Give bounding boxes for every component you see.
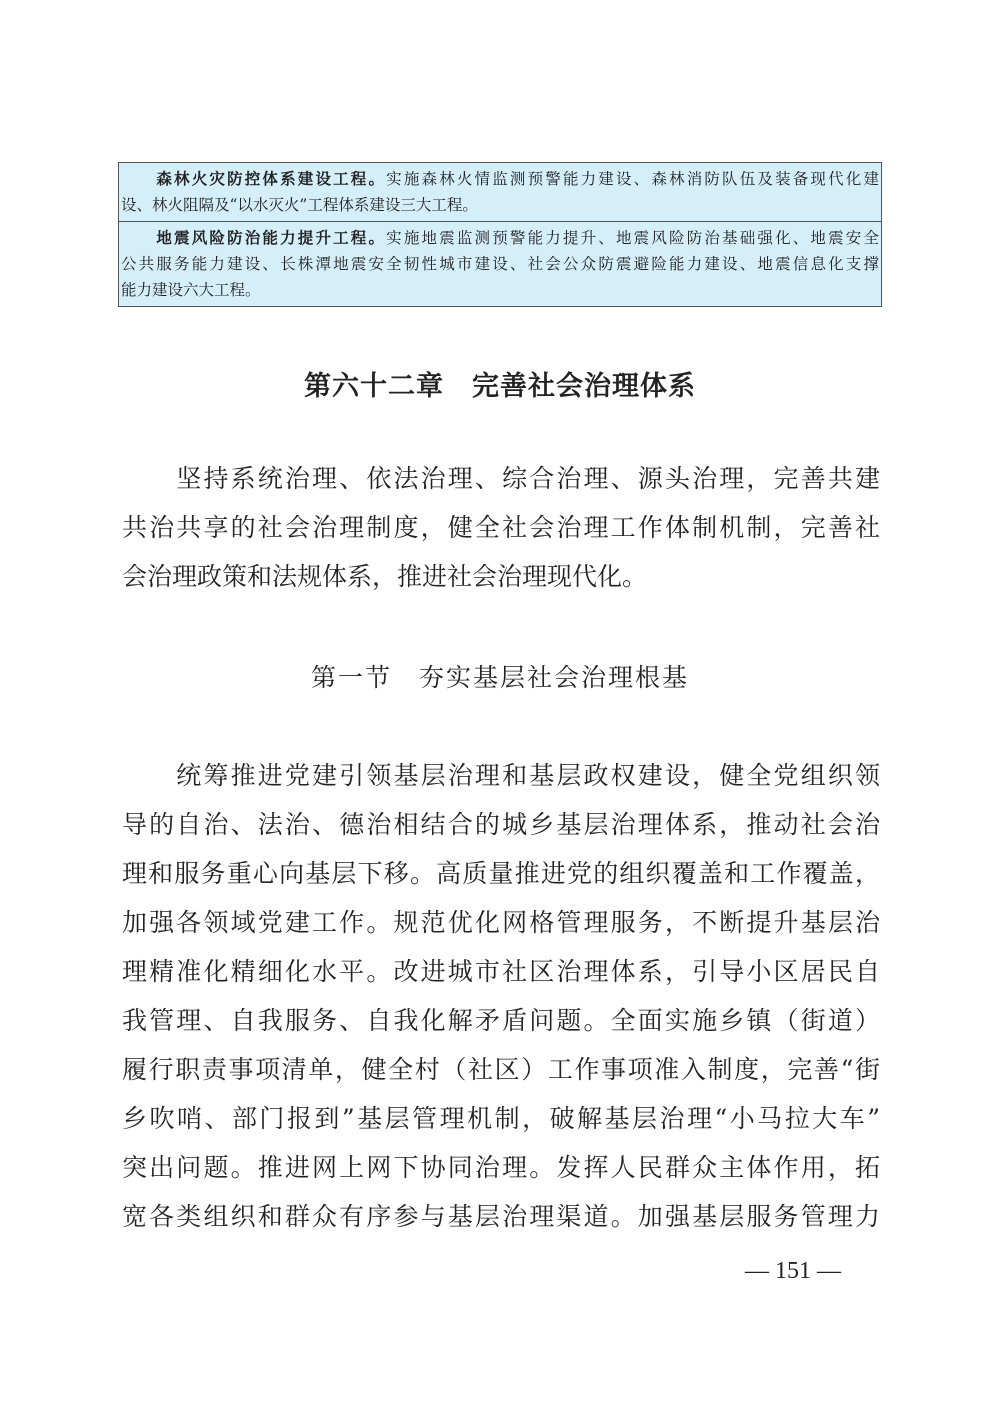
section-paragraph xyxy=(122,751,880,1241)
text-line: 共治共享的社会治理制度，健全社会治理工作体制机制，完善社 xyxy=(122,513,880,542)
chapter-title: 第六十二章 完善社会治理体系 xyxy=(304,371,696,402)
box-row-earthquake xyxy=(119,221,881,306)
page-number: — 151 — xyxy=(745,1258,841,1284)
text-line: 理精准化精细化水平。改进城市社区治理体系，引导小区居民自 xyxy=(122,957,880,986)
row-text: 实施地震监测预警能力提升、地震风险防治基础强化、地震安全 xyxy=(386,229,879,247)
row-text: 公共服务能力建设、长株潭地震安全韧性城市建设、社会公众防震避险能力建设、地震信息化支撑 xyxy=(121,255,879,273)
row-text: 实施森林火情监测预警能力建设、森林消防队伍及装备现代化建 xyxy=(386,170,879,188)
engineering-projects-box xyxy=(118,162,882,307)
text-line: 统筹推进党建引领基层治理和基层政权建设，健全党组织领 xyxy=(122,761,880,790)
intro-paragraph xyxy=(122,454,880,601)
text-line: 坚持系统治理、依法治理、综合治理、源头治理，完善共建 xyxy=(122,464,880,493)
text-line: 宽各类组织和群众有序参与基层治理渠道。加强基层服务管理力 xyxy=(122,1202,880,1231)
box-row-forest-fire xyxy=(119,163,881,221)
row-title: 地震风险防治能力提升工程。 xyxy=(156,228,387,247)
text-line: 导的自治、法治、德治相结合的城乡基层治理体系，推动社会治 xyxy=(122,810,880,839)
text-line: 突出问题。推进网上网下协同治理。发挥人民群众主体作用，拓 xyxy=(122,1153,880,1182)
row-text: 能力建设六大工程。 xyxy=(121,281,261,299)
text-line: 加强各领域党建工作。规范优化网格管理服务，不断提升基层治 xyxy=(122,908,880,937)
text-line: 我管理、自我服务、自我化解矛盾问题。全面实施乡镇（街道） xyxy=(122,1006,880,1035)
row-text: 设、林火阻隔及“以水灭火”工程体系建设三大工程。 xyxy=(121,196,478,214)
text-line: 会治理政策和法规体系，推进社会治理现代化。 xyxy=(122,562,648,591)
row-title: 森林火灾防控体系建设工程。 xyxy=(156,169,387,188)
text-line: 乡吹哨、部门报到”基层管理机制，破解基层治理“小马拉大车” xyxy=(122,1104,880,1133)
text-line: 履行职责事项清单，健全村（社区）工作事项准入制度，完善“街 xyxy=(122,1055,880,1084)
section-title: 第一节 夯实基层社会治理根基 xyxy=(310,663,689,692)
text-line: 理和服务重心向基层下移。高质量推进党的组织覆盖和工作覆盖， xyxy=(122,859,880,888)
